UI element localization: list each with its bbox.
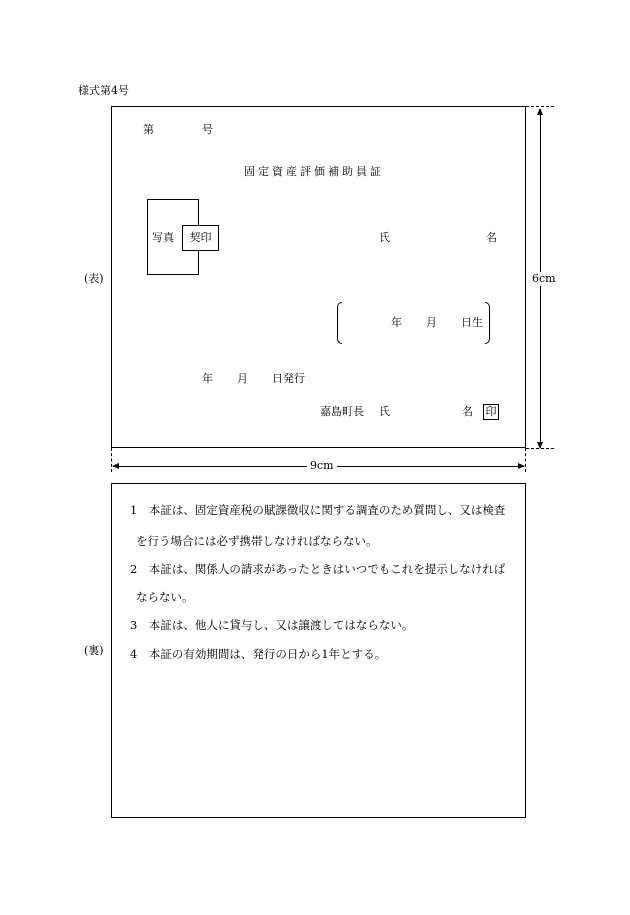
note-4: 4 本証の有効期間は、発行の日から1年とする。 [130, 647, 387, 661]
note-1-line-1: 1 本証は、固定資産税の賦課徴収に関する調査のため質問し、又は検査 [130, 503, 506, 517]
birth-month: 月 [426, 316, 437, 329]
inkan-stamp [483, 404, 499, 420]
note-3: 3 本証は、他人に貸与し、又は譲渡してはならない。 [130, 618, 414, 632]
issuer-name-label-1: 氏 [379, 405, 390, 418]
card-title: 固定資産評価補助員証 [244, 165, 384, 178]
birth-day: 日生 [461, 316, 483, 329]
right-bracket [485, 302, 490, 344]
note-2-line-1: 2 本証は、関係人の請求があったときはいつでもこれを提示しなければ [130, 562, 506, 576]
name-label-2: 名 [486, 231, 497, 244]
photo-label: 写真 [152, 231, 174, 244]
number-suffix: 号 [202, 123, 213, 136]
inkan-label: 印 [485, 405, 497, 418]
note-2-line-2: ならない。 [136, 590, 194, 604]
birth-year: 年 [391, 316, 402, 329]
arrow-right-icon [518, 463, 525, 469]
width-label: 9cm [307, 459, 337, 473]
front-side-label: (表) [84, 272, 104, 285]
arrow-left-icon [112, 463, 119, 469]
issuer-name-label-2: 名 [462, 405, 473, 418]
number-prefix: 第 [143, 123, 154, 136]
form-number: 様式第4号 [78, 84, 129, 97]
front-card [111, 106, 526, 448]
issue-month: 月 [237, 372, 248, 385]
arrow-up-icon [537, 108, 543, 115]
issuer-title: 嘉島町長 [320, 405, 364, 418]
height-label: 6cm [529, 272, 559, 286]
width-guide-right [525, 448, 526, 472]
issue-day: 日発行 [272, 372, 305, 385]
arrow-down-icon [537, 442, 543, 449]
name-label-1: 氏 [379, 231, 390, 244]
seal-label: 契印 [189, 231, 212, 244]
seal-box [182, 225, 219, 251]
height-guide-top [526, 106, 554, 107]
issue-year: 年 [202, 372, 213, 385]
left-bracket [337, 302, 342, 344]
note-1-line-2: を行う場合には必ず携帯しなければならない。 [136, 534, 378, 548]
back-side-label: (裏) [84, 644, 104, 657]
